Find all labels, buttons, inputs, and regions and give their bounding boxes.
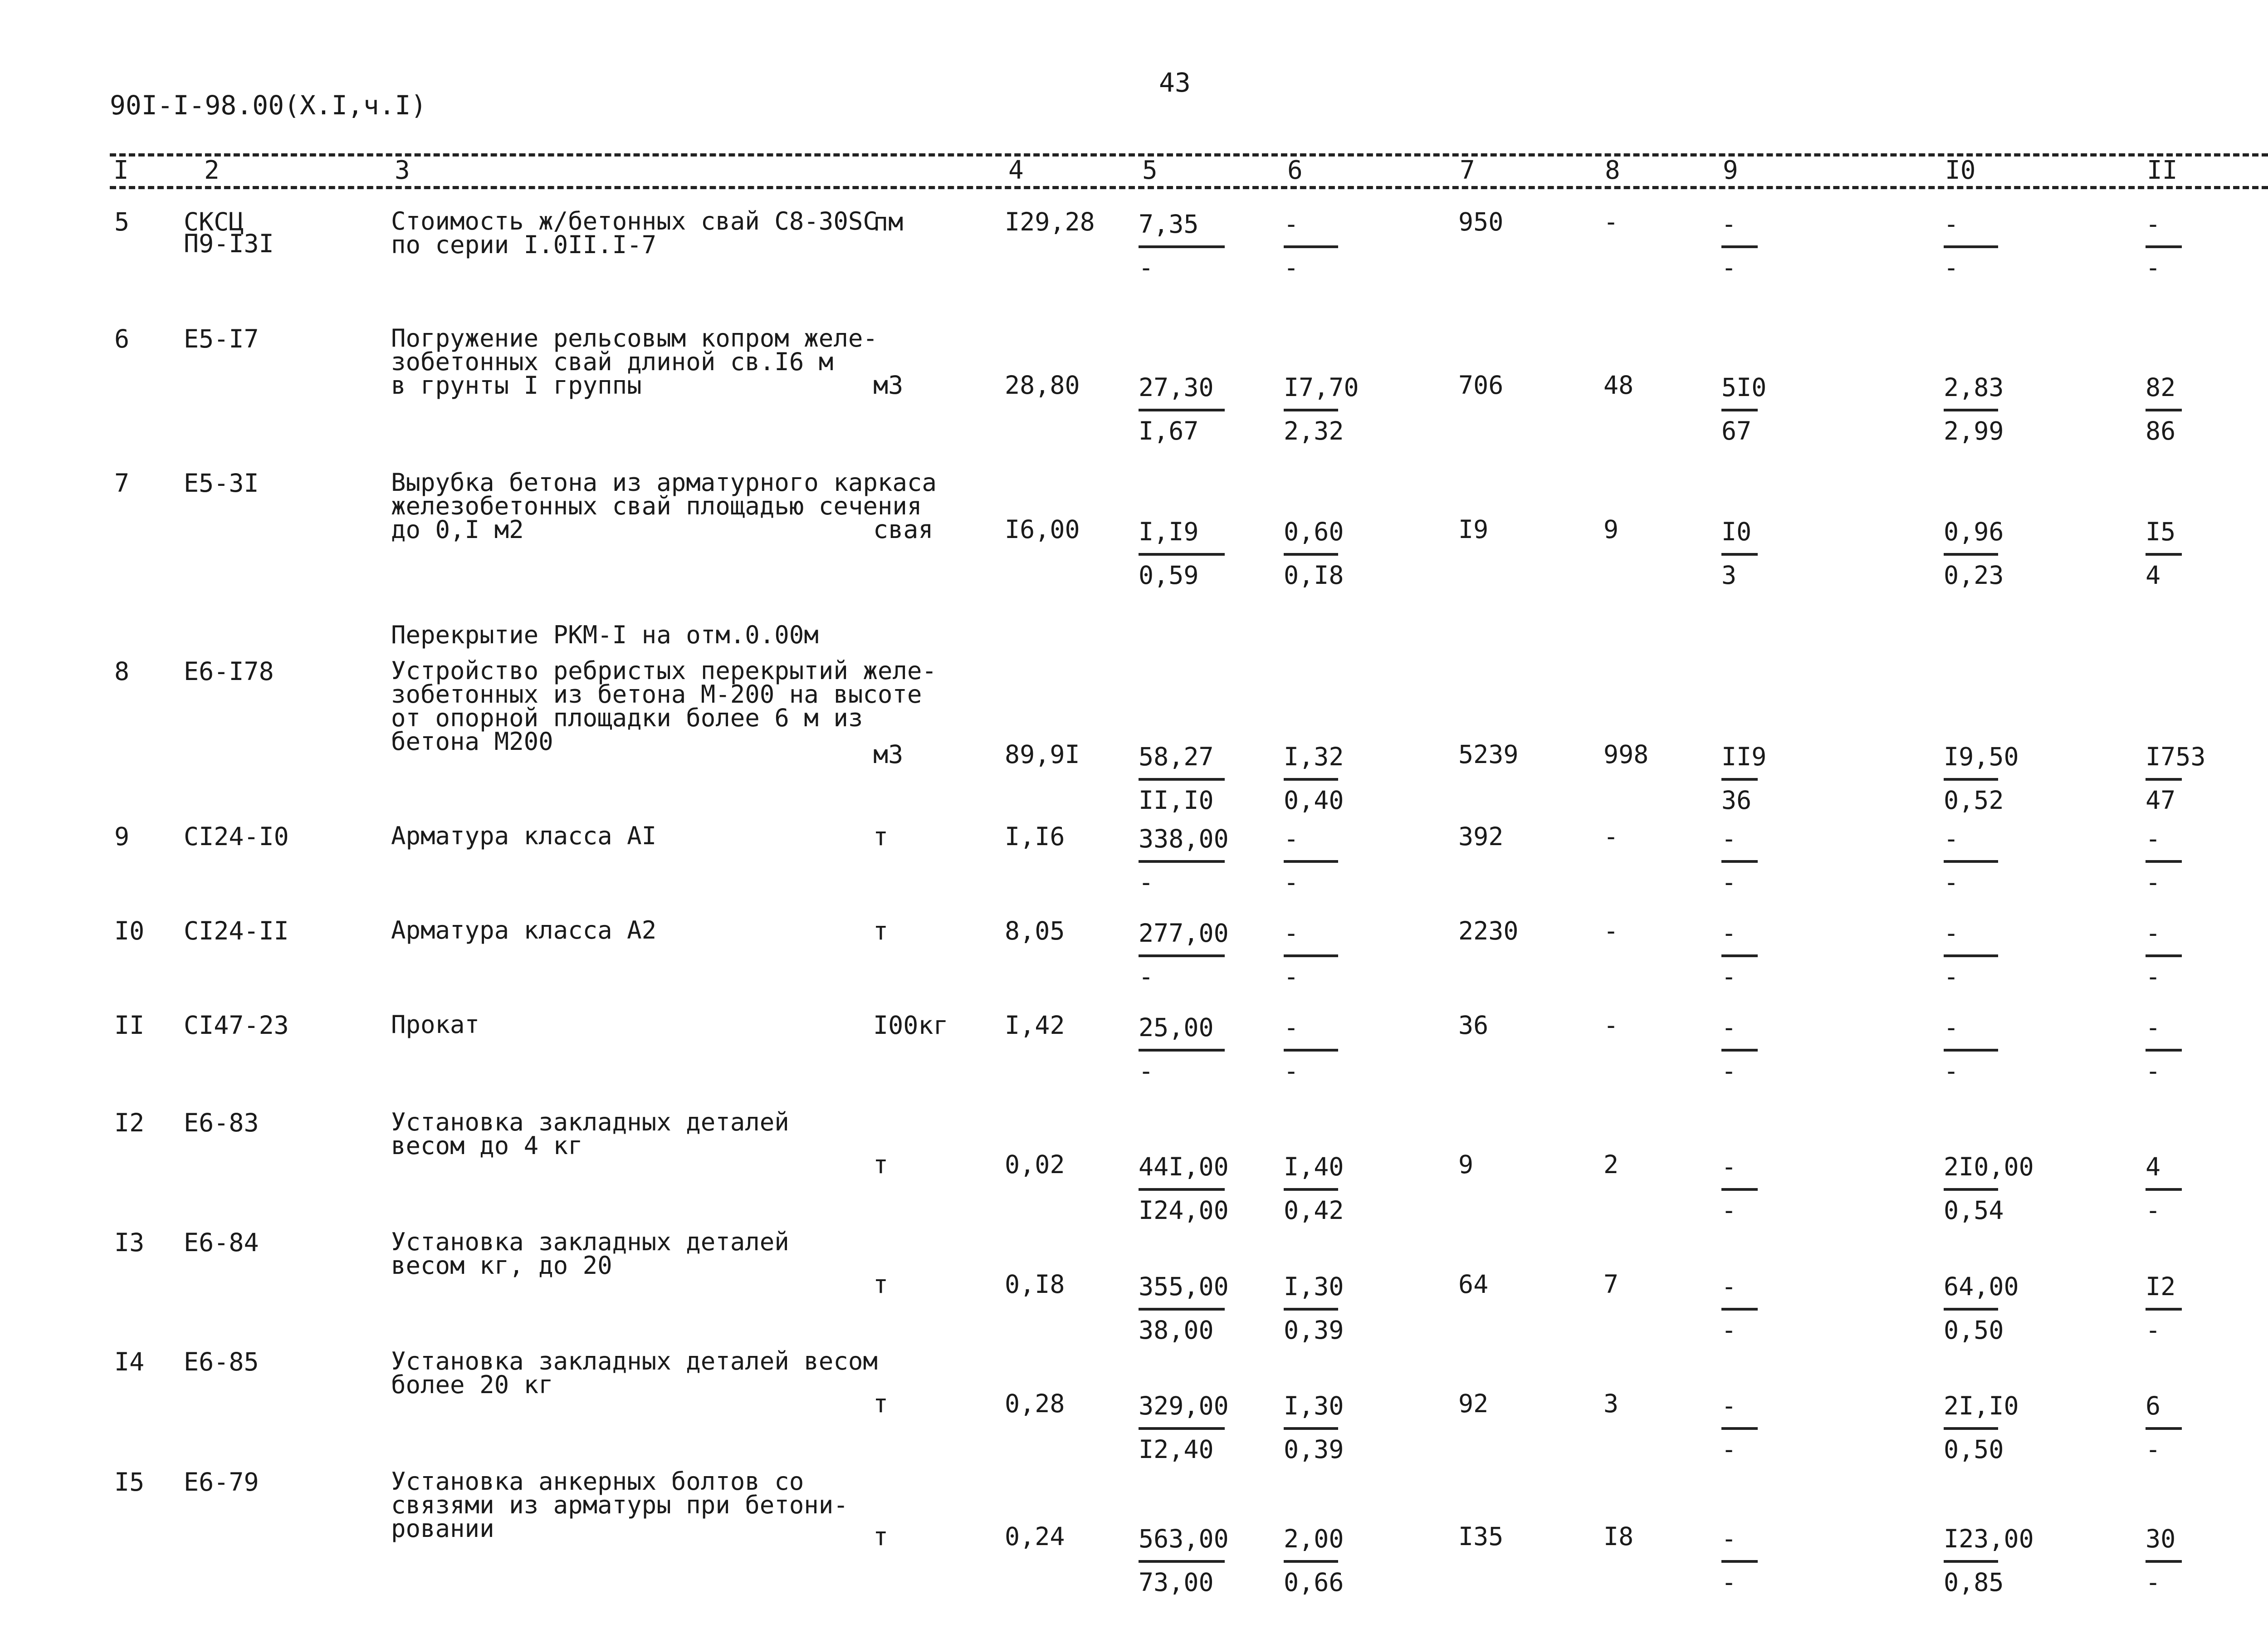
column-header-9: 9 (1723, 156, 1738, 185)
total-hours-denominator: - (2146, 1435, 2161, 1464)
total-hours-denominator: - (2146, 868, 2161, 897)
labor-cost-fraction-bar (1284, 778, 1338, 781)
labor-cost-numerator: 0,60 (1284, 517, 1344, 546)
quantity: I,I6 (1005, 822, 1065, 851)
machine-cost-denominator: - (1721, 1316, 1737, 1345)
labor-cost-fraction-bar (1284, 1427, 1338, 1430)
unit-cost-numerator: 355,00 (1139, 1272, 1229, 1301)
machine-cost-numerator: I0 (1721, 517, 1752, 546)
labor-hours-denominator: 2,99 (1944, 416, 2004, 445)
price-code: СI24-I0 (184, 822, 289, 851)
price-code: СI47-23 (184, 1011, 289, 1040)
row-number: I4 (114, 1347, 145, 1376)
labor-hours-numerator: I9,50 (1944, 742, 2019, 771)
total-cost: 392 (1458, 822, 1504, 851)
labor-hours-fraction-bar (1944, 409, 1998, 411)
labor-cost-denominator: 0,39 (1284, 1435, 1344, 1464)
total-hours-fraction-bar (2146, 1308, 2182, 1311)
labor-hours-numerator: - (1944, 919, 1959, 948)
work-description-line: Установка анкерных болтов со (391, 1467, 804, 1496)
total-hours-fraction-bar (2146, 860, 2182, 863)
row-number: I0 (114, 916, 145, 945)
labor-cost-denominator: 0,42 (1284, 1196, 1344, 1225)
wages: - (1603, 916, 1619, 945)
quantity: I6,00 (1005, 515, 1080, 544)
row-number: I5 (114, 1468, 145, 1497)
machine-cost-fraction-bar (1721, 1308, 1758, 1311)
work-description-line: весом до 4 кг (391, 1131, 583, 1160)
machine-cost-denominator: 3 (1721, 561, 1737, 590)
machine-cost-denominator: - (1721, 868, 1737, 897)
machine-cost-fraction-bar (1721, 1560, 1758, 1563)
machine-cost-numerator: - (1721, 1152, 1737, 1181)
machine-cost-numerator: - (1721, 1391, 1737, 1420)
labor-hours-denominator: - (1944, 253, 1959, 282)
quantity: 89,9I (1005, 740, 1080, 769)
price-code: Е5-I7 (184, 324, 259, 353)
unit-cost-denominator: II,I0 (1139, 786, 1214, 815)
work-description-line: Установка закладных деталей (391, 1108, 789, 1136)
labor-hours-fraction-bar (1944, 778, 1998, 781)
total-hours-denominator: - (2146, 1316, 2161, 1345)
labor-cost-denominator: 0,I8 (1284, 561, 1344, 590)
row-number: 7 (114, 469, 130, 498)
total-hours-denominator: - (2146, 253, 2161, 282)
labor-cost-denominator: 0,66 (1284, 1568, 1344, 1597)
unit-cost-numerator: 338,00 (1139, 824, 1229, 853)
unit-cost-fraction-bar (1139, 245, 1225, 248)
work-description-line: в грунты I группы (391, 371, 642, 400)
unit-cost-numerator: 58,27 (1139, 742, 1214, 771)
unit-cost-fraction-bar (1139, 860, 1225, 863)
total-cost: 950 (1458, 207, 1504, 236)
work-description-line: от опорной площадки более 6 м из (391, 704, 863, 732)
price-code: Е5-3I (184, 469, 259, 498)
unit-cost-denominator: 38,00 (1139, 1316, 1214, 1345)
machine-cost-numerator: II9 (1721, 742, 1767, 771)
labor-cost-fraction-bar (1284, 553, 1338, 556)
work-description-line: Стоимость ж/бетонных свай С8-30SС (391, 207, 878, 235)
work-description-line: зобетонных из бетона М-200 на высоте (391, 680, 922, 709)
machine-cost-fraction-bar (1721, 409, 1758, 411)
labor-hours-numerator: I23,00 (1944, 1524, 2034, 1553)
total-hours-fraction-bar (2146, 778, 2182, 781)
labor-cost-denominator: 2,32 (1284, 416, 1344, 445)
unit-cost-denominator: I24,00 (1139, 1196, 1229, 1225)
total-hours-denominator: - (2146, 1196, 2161, 1225)
labor-cost-denominator: - (1284, 1057, 1299, 1086)
unit-cost-denominator: 0,59 (1139, 561, 1199, 590)
machine-cost-fraction-bar (1721, 954, 1758, 957)
total-hours-fraction-bar (2146, 1427, 2182, 1430)
labor-hours-fraction-bar (1944, 1188, 1998, 1191)
work-description-line: более 20 кг (391, 1370, 553, 1399)
total-cost: 92 (1458, 1389, 1489, 1418)
total-hours-numerator: I2 (2146, 1272, 2176, 1301)
work-description-line: Установка закладных деталей весом (391, 1347, 878, 1375)
document-id: 90I-I-98.00(X.I,ч.I) (110, 90, 427, 121)
labor-cost-denominator: - (1284, 962, 1299, 991)
total-cost: I35 (1458, 1522, 1504, 1551)
unit-cost-numerator: 277,00 (1139, 919, 1229, 948)
quantity: 0,24 (1005, 1522, 1065, 1551)
unit-cost-numerator: 7,35 (1139, 210, 1199, 239)
machine-cost-numerator: - (1721, 824, 1737, 853)
labor-hours-fraction-bar (1944, 553, 1998, 556)
column-header-10: I0 (1945, 156, 1976, 185)
price-code: Е6-79 (184, 1468, 259, 1497)
labor-cost-numerator: - (1284, 1013, 1299, 1042)
labor-cost-fraction-bar (1284, 245, 1338, 248)
work-description-line: Устройство ребристых перекрытий желе- (391, 656, 937, 685)
labor-hours-fraction-bar (1944, 1049, 1998, 1052)
work-description-line: Вырубка бетона из арматурного каркаса (391, 468, 937, 497)
total-hours-denominator: - (2146, 1057, 2161, 1086)
labor-cost-numerator: I,40 (1284, 1152, 1344, 1181)
labor-cost-numerator: I,30 (1284, 1391, 1344, 1420)
wages: 3 (1603, 1389, 1619, 1418)
labor-cost-numerator: I,32 (1284, 742, 1344, 771)
header-rule-bottom (110, 186, 2268, 189)
total-hours-denominator: 47 (2146, 786, 2176, 815)
unit-cost-fraction-bar (1139, 409, 1225, 411)
header-rule-top (110, 153, 2268, 157)
work-description-line: Арматура класса АI (391, 822, 657, 850)
unit-cost-numerator: 25,00 (1139, 1013, 1214, 1042)
price-code: П9-I3I (184, 229, 274, 258)
page-number: 43 (1159, 67, 1191, 98)
total-hours-numerator: 6 (2146, 1391, 2161, 1420)
machine-cost-denominator: - (1721, 1196, 1737, 1225)
labor-cost-numerator: I,30 (1284, 1272, 1344, 1301)
labor-hours-fraction-bar (1944, 954, 1998, 957)
unit-cost-numerator: 563,00 (1139, 1524, 1229, 1553)
labor-cost-denominator: 0,40 (1284, 786, 1344, 815)
unit-cost-fraction-bar (1139, 1560, 1225, 1563)
labor-cost-fraction-bar (1284, 1049, 1338, 1052)
price-code: Е6-83 (184, 1108, 259, 1137)
unit-cost-numerator: 329,00 (1139, 1391, 1229, 1420)
machine-cost-numerator: - (1721, 1524, 1737, 1553)
work-description-line: Установка закладных деталей (391, 1228, 789, 1256)
labor-cost-fraction-bar (1284, 1188, 1338, 1191)
unit: свая (873, 515, 934, 544)
total-hours-numerator: - (2146, 919, 2161, 948)
unit: т (873, 1389, 889, 1418)
labor-cost-fraction-bar (1284, 409, 1338, 411)
quantity: 28,80 (1005, 371, 1080, 400)
work-description-line: до 0,I м2 (391, 515, 524, 544)
row-number: 8 (114, 657, 130, 686)
labor-hours-denominator: 0,23 (1944, 561, 2004, 590)
labor-hours-fraction-bar (1944, 1427, 1998, 1430)
work-description-line: железобетонных свай площадью сечения (391, 492, 922, 520)
price-code: СКСЦ (184, 207, 244, 236)
labor-cost-numerator: 2,00 (1284, 1524, 1344, 1553)
labor-hours-numerator: - (1944, 824, 1959, 853)
row-number: 5 (114, 207, 130, 236)
total-hours-numerator: - (2146, 824, 2161, 853)
labor-cost-fraction-bar (1284, 1560, 1338, 1563)
unit-cost-fraction-bar (1139, 778, 1225, 781)
column-header-8: 8 (1605, 156, 1620, 185)
wages: - (1603, 1011, 1619, 1040)
labor-hours-numerator: - (1944, 1013, 1959, 1042)
price-code: Е6-85 (184, 1347, 259, 1376)
work-description-line: зобетонных свай длиной св.I6 м (391, 347, 834, 376)
unit-cost-denominator: I,67 (1139, 416, 1199, 445)
labor-hours-numerator: 2I0,00 (1944, 1152, 2034, 1181)
column-header-1: I (113, 156, 129, 185)
unit-cost-numerator: I,I9 (1139, 517, 1199, 546)
unit-cost-denominator: I2,40 (1139, 1435, 1214, 1464)
labor-hours-denominator: 0,52 (1944, 786, 2004, 815)
labor-hours-numerator: 2,83 (1944, 373, 2004, 402)
labor-cost-numerator: - (1284, 824, 1299, 853)
labor-cost-numerator: - (1284, 210, 1299, 239)
total-hours-numerator: 4 (2146, 1152, 2161, 1181)
row-number: I2 (114, 1108, 145, 1137)
quantity: 0,02 (1005, 1150, 1065, 1179)
unit-cost-fraction-bar (1139, 1427, 1225, 1430)
quantity: I29,28 (1005, 207, 1095, 236)
quantity: 8,05 (1005, 916, 1065, 945)
machine-cost-numerator: - (1721, 210, 1737, 239)
labor-cost-denominator: - (1284, 253, 1299, 282)
column-header-4: 4 (1008, 156, 1024, 185)
unit: м3 (873, 740, 904, 769)
labor-cost-numerator: - (1284, 919, 1299, 948)
labor-hours-numerator: - (1944, 210, 1959, 239)
work-description-line: бетона М200 (391, 727, 553, 756)
wages: - (1603, 822, 1619, 851)
unit-cost-denominator: - (1139, 253, 1154, 282)
total-hours-numerator: I753 (2146, 742, 2206, 771)
labor-hours-denominator: 0,50 (1944, 1435, 2004, 1464)
column-header-11: II (2147, 156, 2178, 185)
machine-cost-fraction-bar (1721, 778, 1758, 781)
wages: 2 (1603, 1150, 1619, 1179)
total-hours-numerator: 30 (2146, 1524, 2176, 1553)
unit-cost-fraction-bar (1139, 1308, 1225, 1311)
labor-cost-denominator: - (1284, 868, 1299, 897)
unit-cost-fraction-bar (1139, 553, 1225, 556)
labor-cost-fraction-bar (1284, 860, 1338, 863)
labor-hours-denominator: - (1944, 868, 1959, 897)
machine-cost-fraction-bar (1721, 860, 1758, 863)
unit-cost-numerator: 27,30 (1139, 373, 1214, 402)
unit: т (873, 1270, 889, 1299)
total-hours-numerator: - (2146, 1013, 2161, 1042)
labor-hours-denominator: - (1944, 1057, 1959, 1086)
unit: т (873, 916, 889, 945)
section-title: Перекрытие РКМ-I на отм.0.00м (391, 621, 819, 649)
quantity: 0,28 (1005, 1389, 1065, 1418)
labor-hours-fraction-bar (1944, 1308, 1998, 1311)
unit-cost-denominator: 73,00 (1139, 1568, 1214, 1597)
machine-cost-denominator: 67 (1721, 416, 1752, 445)
work-description-line: Погружение рельсовым копром желе- (391, 324, 878, 352)
work-description-line: Арматура класса А2 (391, 916, 657, 944)
machine-cost-denominator: - (1721, 962, 1737, 991)
total-cost: 9 (1458, 1150, 1474, 1179)
labor-hours-numerator: 2I,I0 (1944, 1391, 2019, 1420)
work-description-line: ровании (391, 1514, 494, 1543)
unit: т (873, 1522, 889, 1551)
work-description-line: по серии I.0II.I-7 (391, 230, 657, 259)
total-hours-fraction-bar (2146, 1560, 2182, 1563)
row-number: I3 (114, 1228, 145, 1257)
machine-cost-fraction-bar (1721, 1188, 1758, 1191)
wages: 9 (1603, 515, 1619, 544)
labor-cost-numerator: I7,70 (1284, 373, 1359, 402)
wages: 7 (1603, 1270, 1619, 1299)
wages: I8 (1603, 1522, 1634, 1551)
machine-cost-numerator: 5I0 (1721, 373, 1767, 402)
column-header-7: 7 (1460, 156, 1475, 185)
unit-cost-denominator: - (1139, 868, 1154, 897)
machine-cost-fraction-bar (1721, 553, 1758, 556)
labor-hours-denominator: 0,85 (1944, 1568, 2004, 1597)
machine-cost-denominator: - (1721, 1568, 1737, 1597)
total-cost: 64 (1458, 1270, 1489, 1299)
labor-hours-numerator: 64,00 (1944, 1272, 2019, 1301)
unit-cost-denominator: - (1139, 1057, 1154, 1086)
column-header-5: 5 (1142, 156, 1158, 185)
labor-cost-fraction-bar (1284, 954, 1338, 957)
total-hours-fraction-bar (2146, 409, 2182, 411)
unit: м3 (873, 371, 904, 400)
machine-cost-numerator: - (1721, 1013, 1737, 1042)
labor-hours-fraction-bar (1944, 1560, 1998, 1563)
machine-cost-denominator: 36 (1721, 786, 1752, 815)
row-number: II (114, 1011, 145, 1040)
price-code: Е6-84 (184, 1228, 259, 1257)
quantity: I,42 (1005, 1011, 1065, 1040)
total-hours-fraction-bar (2146, 954, 2182, 957)
machine-cost-fraction-bar (1721, 1427, 1758, 1430)
total-cost: 706 (1458, 371, 1504, 400)
machine-cost-numerator: - (1721, 1272, 1737, 1301)
wages: 48 (1603, 371, 1634, 400)
unit-cost-denominator: - (1139, 962, 1154, 991)
machine-cost-denominator: - (1721, 1435, 1737, 1464)
column-header-3: 3 (395, 156, 410, 185)
unit: т (873, 822, 889, 851)
unit-cost-numerator: 44I,00 (1139, 1152, 1229, 1181)
column-header-2: 2 (204, 156, 220, 185)
machine-cost-fraction-bar (1721, 1049, 1758, 1052)
column-header-6: 6 (1287, 156, 1303, 185)
total-cost: 5239 (1458, 740, 1519, 769)
total-hours-numerator: I5 (2146, 517, 2176, 546)
labor-hours-denominator: 0,50 (1944, 1316, 2004, 1345)
labor-hours-denominator: 0,54 (1944, 1196, 2004, 1225)
labor-hours-fraction-bar (1944, 860, 1998, 863)
row-number: 6 (114, 324, 130, 353)
total-hours-fraction-bar (2146, 1188, 2182, 1191)
unit-cost-fraction-bar (1139, 1188, 1225, 1191)
total-cost: I9 (1458, 515, 1489, 544)
wages: - (1603, 207, 1619, 236)
unit-cost-fraction-bar (1139, 954, 1225, 957)
total-cost: 2230 (1458, 916, 1519, 945)
labor-hours-numerator: 0,96 (1944, 517, 2004, 546)
labor-hours-denominator: - (1944, 962, 1959, 991)
price-code: Е6-I78 (184, 657, 274, 686)
unit: пм (873, 207, 904, 236)
work-description-line: весом кг, до 20 (391, 1251, 612, 1280)
work-description-line: связями из арматуры при бетони- (391, 1491, 848, 1519)
total-hours-denominator: 4 (2146, 561, 2161, 590)
total-hours-fraction-bar (2146, 1049, 2182, 1052)
price-code: СI24-II (184, 916, 289, 945)
total-hours-numerator: - (2146, 210, 2161, 239)
labor-cost-fraction-bar (1284, 1308, 1338, 1311)
row-number: 9 (114, 822, 130, 851)
total-cost: 36 (1458, 1011, 1489, 1040)
total-hours-denominator: - (2146, 962, 2161, 991)
total-hours-fraction-bar (2146, 245, 2182, 248)
work-description-line: Прокат (391, 1010, 480, 1039)
machine-cost-fraction-bar (1721, 245, 1758, 248)
machine-cost-denominator: - (1721, 253, 1737, 282)
machine-cost-numerator: - (1721, 919, 1737, 948)
machine-cost-denominator: - (1721, 1057, 1737, 1086)
quantity: 0,I8 (1005, 1270, 1065, 1299)
labor-cost-denominator: 0,39 (1284, 1316, 1344, 1345)
labor-hours-fraction-bar (1944, 245, 1998, 248)
unit: I00кг (873, 1011, 948, 1040)
total-hours-fraction-bar (2146, 553, 2182, 556)
wages: 998 (1603, 740, 1649, 769)
total-hours-denominator: 86 (2146, 416, 2176, 445)
unit-cost-fraction-bar (1139, 1049, 1225, 1052)
total-hours-denominator: - (2146, 1568, 2161, 1597)
total-hours-numerator: 82 (2146, 373, 2176, 402)
unit: т (873, 1150, 889, 1179)
